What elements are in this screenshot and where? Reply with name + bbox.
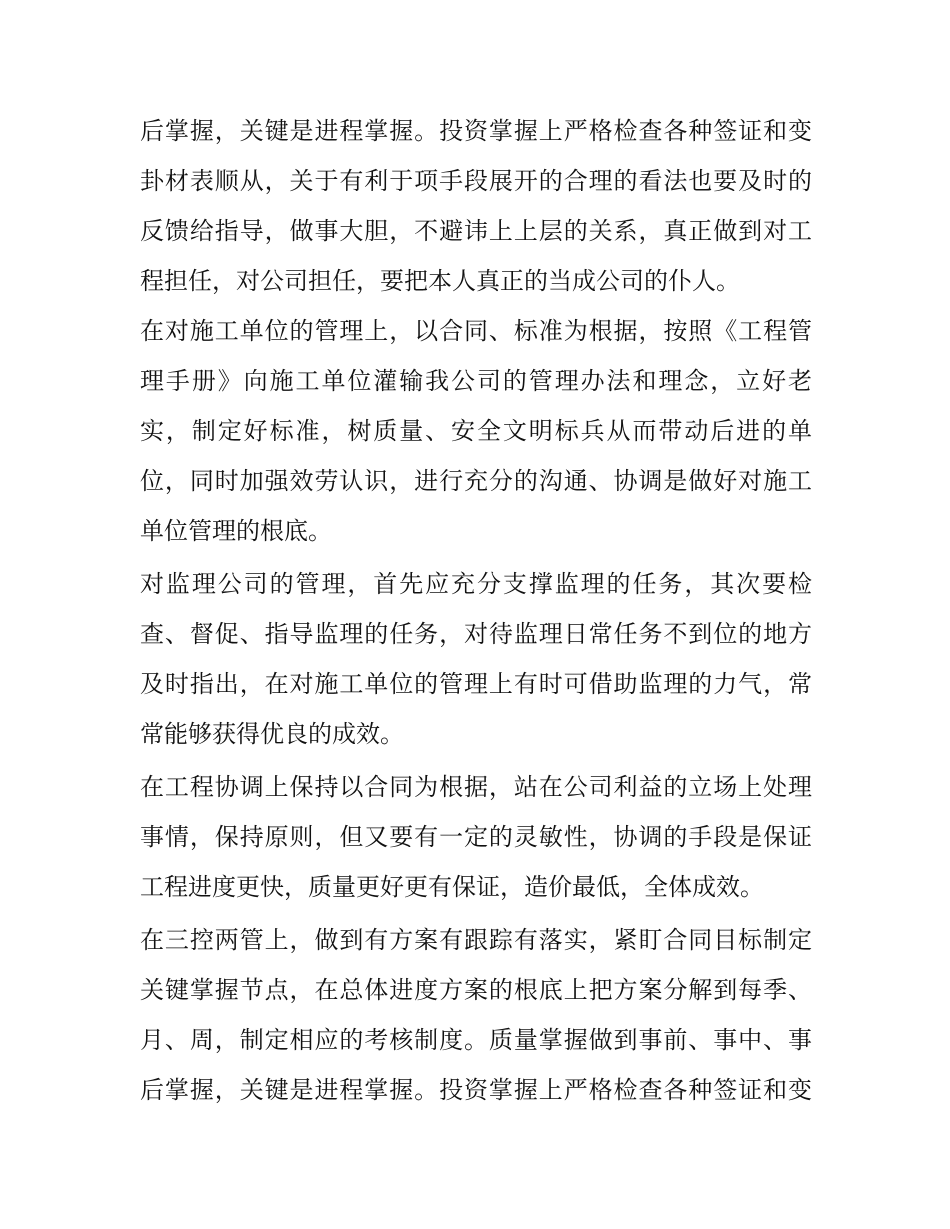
text-line-3: 反馈给指导，做事大胆，不避讳上上层的关系，真正做到对工 xyxy=(140,217,812,245)
text-line-9: 单位管理的根底。 xyxy=(140,517,332,545)
text-line-10: 对监理公司的管理，首先应充分支撑监理的任务，其次要检 xyxy=(140,570,812,598)
text-line-16: 工程进度更快，质量更好更有保证，造价最低，全体成效。 xyxy=(140,873,764,901)
text-line-6: 理手册》向施工单位灌输我公司的管理办法和理念，立好老 xyxy=(140,367,812,395)
text-line-17: 在三控两管上，做到有方案有跟踪有落实，紧盯合同目标制定 xyxy=(140,926,812,954)
text-line-7: 实，制定好标准，树质量、安全文明标兵从而带动后进的单 xyxy=(140,417,812,445)
text-line-1: 后掌握，关键是进程掌握。投资掌握上严格检查各种签证和变 xyxy=(140,117,812,145)
text-line-18: 关键掌握节点，在总体进度方案的根底上把方案分解到每季、 xyxy=(140,976,812,1004)
text-line-12: 及时指出，在对施工单位的管理上有时可借助监理的力气，常 xyxy=(140,670,812,698)
text-line-19: 月、周，制定相应的考核制度。质量掌握做到事前、事中、事 xyxy=(140,1026,812,1054)
text-line-14: 在工程协调上保持以合同为根据，站在公司利益的立场上处理 xyxy=(140,773,812,801)
text-line-20: 后掌握，关键是进程掌握。投资掌握上严格检查各种签证和变 xyxy=(140,1076,812,1104)
text-line-15: 事情，保持原则，但又要有一定的灵敏性，协调的手段是保证 xyxy=(140,823,812,851)
text-line-13: 常能够获得优良的成效。 xyxy=(140,720,404,748)
text-line-11: 查、督促、指导监理的任务，对待监理日常任务不到位的地方 xyxy=(140,620,812,648)
text-line-5: 在对施工单位的管理上，以合同、标准为根据，按照《工程管 xyxy=(140,317,812,345)
text-line-2: 卦材表顺从，关于有利于项手段展开的合理的看法也要及时的 xyxy=(140,167,812,195)
text-line-4: 程担任，对公司担任，要把本人真正的当成公司的仆人。 xyxy=(140,267,740,295)
text-line-8: 位，同时加强效劳认识，进行充分的沟通、协调是做好对施工 xyxy=(140,467,812,495)
